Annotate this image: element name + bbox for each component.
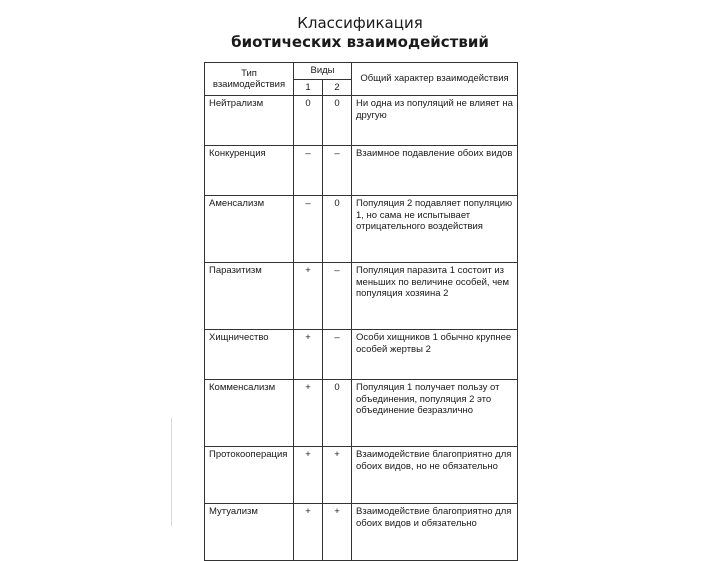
row-description: Ни одна из популяций не влияет на другую: [352, 96, 518, 146]
row-species-1: 0: [294, 96, 323, 146]
table-row: [205, 146, 518, 196]
header-species: Виды: [294, 63, 352, 80]
row-species-1: –: [294, 146, 323, 196]
header-species-2: 2: [323, 79, 352, 96]
table-row: [205, 330, 518, 380]
table-row: [205, 96, 518, 146]
table-row: [205, 380, 518, 447]
title-line-2: биотических взаимодействий: [231, 33, 489, 51]
row-type: Паразитизм: [205, 263, 294, 330]
row-species-1: +: [294, 263, 323, 330]
row-species-2: +: [323, 447, 352, 504]
header-species-1: 1: [294, 79, 323, 96]
row-species-1: +: [294, 447, 323, 504]
row-type: Мутуализм: [205, 504, 294, 561]
scan-edge-mark: [171, 418, 172, 526]
row-type: Хищничество: [205, 330, 294, 380]
row-type: Комменсализм: [205, 380, 294, 447]
row-species-2: 0: [323, 96, 352, 146]
row-species-1: –: [294, 196, 323, 263]
row-description: Популяция 1 получает пользу от объединения, популяция 2 это объединение безразлично: [352, 380, 518, 447]
row-species-2: +: [323, 504, 352, 561]
table-row: [205, 504, 518, 561]
row-type: Конкуренция: [205, 146, 294, 196]
row-species-1: +: [294, 330, 323, 380]
row-species-2: –: [323, 146, 352, 196]
row-type: Протокооперация: [205, 447, 294, 504]
row-description: Популяция 2 подавляет популяцию 1, но сама не испытывает отрицательного воздействия: [352, 196, 518, 263]
row-description: Взаимное подавление обоих видов: [352, 146, 518, 196]
table-header-row: [205, 63, 518, 80]
row-description: Особи хищников 1 обычно крупнее особей жертвы 2: [352, 330, 518, 380]
table-row: [205, 196, 518, 263]
row-species-1: +: [294, 380, 323, 447]
row-species-2: 0: [323, 196, 352, 263]
row-description: Взаимодействие благоприятно для обоих видов и обязательно: [352, 504, 518, 561]
row-species-2: –: [323, 263, 352, 330]
row-type: Нейтрализм: [205, 96, 294, 146]
header-general: Общий характер взаимодействия: [352, 63, 518, 96]
row-species-2: 0: [323, 380, 352, 447]
row-species-1: +: [294, 504, 323, 561]
row-type: Аменсализм: [205, 196, 294, 263]
title-line-1: Классификация: [297, 14, 423, 32]
table-row: [205, 447, 518, 504]
row-description: Популяция паразита 1 состоит из меньших по величине особей, чем популяция хозяина 2: [352, 263, 518, 330]
table-row: [205, 263, 518, 330]
row-species-2: –: [323, 330, 352, 380]
row-description: Взаимодействие благоприятно для обоих видов, но не обязательно: [352, 447, 518, 504]
page-title: [0, 14, 720, 52]
interactions-table: [204, 62, 518, 561]
header-type: Тип взаимодействия: [205, 63, 294, 96]
